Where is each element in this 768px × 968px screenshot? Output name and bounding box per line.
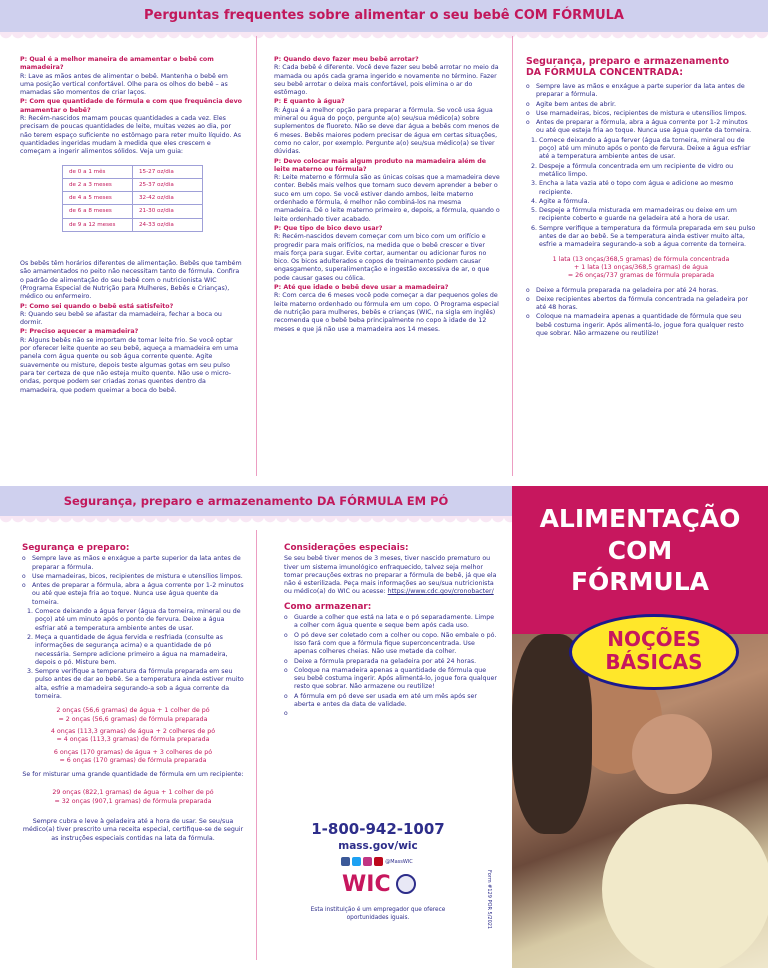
faq-column-2 — [274, 56, 500, 476]
twitter-icon[interactable] — [352, 857, 361, 866]
table-row — [63, 165, 203, 178]
baby-blanket — [602, 804, 768, 968]
list-item: o Antes de preparar a fórmula, abra a água corrente por 1-2 minutos ou até que esteja fria ao toque. Nunca use água quente da torneira. — [22, 582, 244, 607]
special-considerations-heading: Considerações especiais: — [284, 543, 409, 553]
powder-formula-line: 2 onças (56,6 gramas) de água + 1 colher de pó — [56, 707, 210, 715]
social-icons — [290, 857, 466, 866]
bottom-banner-title: Segurança, preparo e armazenamento DA FÓRMULA EM PÓ — [63, 494, 449, 508]
pinterest-icon[interactable] — [374, 857, 383, 866]
wic-logo: WIC — [342, 872, 391, 897]
list-item: 5. Despeje a fórmula misturada em mamadeiras ou deixe em um recipiente coberto e guarde na geladeira até a hora de usar. — [539, 207, 756, 224]
social-handle: @MassWIC — [385, 858, 413, 865]
table-cell: 32-42 oz/dia — [133, 192, 203, 205]
list-item: 1. Comece deixando a água ferver (água da torneira, mineral ou de poço) até um minuto após o ponto de fervura. Deixe a água esfriar até a temperatura ambiente antes de usar. — [35, 608, 244, 633]
list-item: 1. Comece deixando a água ferver (água da torneira, mineral ou de poço) até um minuto após o ponto de fervura. Deixe a água esfriar até a temperatura ambiente antes de usar. — [539, 137, 756, 162]
bottom-wave-decoration — [0, 516, 512, 528]
contact-block — [290, 820, 466, 922]
table-cell: de 9 a 12 meses — [63, 218, 133, 231]
list-item: o Coloque na mamadeira apenas a quantidade de fórmula que seu bebê costuma ingerir. Após alimentá-lo, jogue fora qualquer resto que sobrar. Não armazene ou reutilize! — [526, 313, 756, 338]
faq-answer: R: Recém-nascidos mamam poucas quantidades a cada vez. Eles precisam de poucas quantidades de leite, muitas vezes ao dia, por não terem espaço suficiente no estômago para reter muito líquido. As quantidades ingeridas mudam à medida que eles crescem e começam a ingerir alimentos sólidos. Veja um guia: — [20, 115, 241, 156]
list-item: o Deixe recipientes abertos da fórmula concentrada na geladeira por até 48 horas. — [526, 296, 756, 313]
list-item: o Antes de preparar a fórmula, abra a água corrente por 1-2 minutos ou até que esteja fria ao toque. Nunca use água quente da torneira. — [526, 119, 756, 136]
paragraph-text: Se seu bebê tiver menos de 3 meses, tiver nascido prematuro ou tiver um sistema imunológico enfraquecido, talvez seja melhor tomar precauções extras no preparar a fórmula de bebê, já que ela não é esterilizada. Peça mais informações ao seu/sua nutricionista ou médico(a) do WIC ou acesse: — [284, 555, 497, 596]
powder-formula-line: = 4 onças (113,3 gramas) de fórmula preparada — [56, 736, 210, 744]
special-considerations-text — [284, 555, 498, 596]
faq-question: P: Qual é a melhor maneira de amamentar o bebê com mamadeira? — [20, 56, 214, 72]
concentrated-heading-line1: Segurança, preparo e armazenamento — [526, 56, 730, 67]
powder-steps — [22, 608, 244, 701]
top-banner-title: Perguntas frequentes sobre alimentar o seu bebê COM FÓRMULA — [144, 8, 624, 23]
concentrated-formula-line: 1 lata (13 onças/368,5 gramas) de fórmula concentrada — [552, 255, 730, 263]
table-cell: de 0 a 1 mês — [63, 165, 133, 178]
website-link[interactable]: mass.gov/wic — [338, 840, 418, 852]
badge-line1: NOÇÕES — [607, 627, 701, 651]
cdc-link[interactable]: https://www.cdc.gov/cronobacter/ — [387, 588, 494, 596]
table-row — [63, 205, 203, 218]
table-cell: 24-33 oz/dia — [133, 218, 203, 231]
cover-title-line1: ALIMENTAÇÃO — [539, 504, 741, 533]
table-cell: de 4 a 5 meses — [63, 192, 133, 205]
faq-column-1 — [20, 56, 242, 476]
list-item: o Sempre lave as mãos e enxágue a parte superior da lata antes de preparar a fórmula. — [22, 555, 244, 572]
concentrated-steps — [526, 137, 756, 250]
powder-formula-line: = 32 onças (907,1 gramas) de fórmula preparada — [54, 797, 212, 805]
faq-answer: R: Leite materno e fórmula são as únicas coisas que a mamadeira deve conter. Bebês mais velhos que tomam suco devem aprender a beber o suco em um copo. Se você estiver dando ambos, leite materno ordenhado e fórmula, é melhor não combiná-los na mesma mamadeira. Dê o leite materno primeiro e, depois, a fórmula, quando o leite ordenhado tiver acabado. — [274, 174, 500, 223]
form-number: Form #129 POR 5/2021 — [486, 870, 492, 930]
faq-question: P: Como sei quando o bebê está satisfeito? — [20, 302, 174, 310]
faq-question: P: Devo colocar mais algum produto na mamadeira além de leite materno ou fórmula? — [274, 157, 487, 173]
basics-badge — [569, 614, 739, 690]
column-divider-2 — [512, 36, 513, 476]
wic-logo-row — [290, 872, 466, 898]
faq-answer: R: Quando seu bebê se afastar da mamadeira, fechar a boca ou dormir. — [20, 310, 222, 327]
faq-answer: R: Alguns bebês não se importam de tomar leite frio. Se você optar por oferecer leite quente ao seu bebê, aqueça a mamadeira em uma panela com água quente ou sob água corrente quente. Agite suavemente ou misture, depois teste algumas gotas em seu pulso para ter certeza de que não esteja muito quente. Não use o micro-ondas, porque podem ser criadas zonas quentes dentro da mamadeira, que podem queimar a boca do bebê. — [20, 336, 239, 394]
faq-answer: R: Cada bebê é diferente. Você deve fazer seu bebê arrotar no meio da mamada ou após cada grama ingerido e novamente no término. Fazer seu bebê arrotar o deixa mais confortável, pois elimina o ar do estômago. — [274, 64, 499, 97]
list-item: o Deixe a fórmula preparada na geladeira por até 24 horas. — [284, 658, 498, 666]
top-wave-decoration — [0, 32, 768, 44]
faq-answer: R: Recém-nascidos devem começar com um bico com um orifício e progredir para mais orifícios, na medida que o bebê crescer e tiver mais força para sugar. Evite cortar, aumentar ou adicionar furos no bico. Os bicos adulterados e copos de treinamento podem causar engasgamento, superalimentação e ingestão excessiva de ar, o que pode causar gases ou cólica. — [274, 233, 490, 282]
faq-answer: R: Lave as mãos antes de alimentar o bebê. Mantenha o bebê em uma posição vertical confortável. Olhe para os olhos do bebê – as mamadas são momentos de criar laços. — [20, 72, 228, 97]
list-item: 4. Agite a fórmula. — [539, 198, 756, 206]
list-item: o Guarde a colher que está na lata e o pó separadamente. Limpe a colher com água quente e seque bem após cada uso. — [284, 614, 498, 631]
column-divider-3 — [256, 530, 257, 960]
list-item: o Deixe a fórmula preparada na geladeira por até 24 horas. — [526, 287, 756, 295]
powder-formula-line: 29 onças (822,1 gramas) de água + 1 colher de pó — [52, 789, 214, 797]
list-item: o Agite bem antes de abrir. — [526, 101, 756, 109]
powder-formula-line: = 2 onças (56,6 gramas) de fórmula preparada — [58, 715, 208, 723]
powder-formula-line: 4 onças (113,3 gramas) de água + 2 colheres de pó — [50, 727, 216, 735]
concentrated-heading-line2: DA FÓRMULA CONCENTRADA: — [526, 67, 683, 78]
faq-paragraph: Os bebês têm horários diferentes de alimentação. Bebês que também são amamentados no peito não necessitam tanto de fórmula. Confira o padrão de alimentação do seu bebê com o nutricionista WIC (Programa Especial de Nutrição para Mulheres, Bebês e Crianças), médico ou enfermeiro. — [20, 260, 242, 301]
concentrated-formula-column — [526, 56, 756, 476]
concentrated-formula-line: = 26 onças/737 gramas de fórmula preparada — [567, 272, 715, 280]
state-seal-icon — [396, 874, 416, 894]
table-cell: de 6 a 8 meses — [63, 205, 133, 218]
faq-question: P: Quando devo fazer meu bebê arrotar? — [274, 56, 419, 63]
table-cell: 25-37 oz/dia — [133, 178, 203, 191]
equal-opportunity-note: Esta instituição é um empregador que oferece oportunidades iguais. — [310, 907, 446, 921]
facebook-icon[interactable] — [341, 857, 350, 866]
list-item: 2. Meça a quantidade de água fervida e resfriada (consulte as informações de segurança acima) e a quantidade de pó necessária. Sempre adicione primeiro a água na mamadeira, depois o pó. Misture bem. — [35, 634, 244, 667]
table-cell: de 2 a 3 meses — [63, 178, 133, 191]
list-item: o Use mamadeiras, bicos, recipientes de mistura e utensílios limpos. — [22, 573, 244, 581]
instagram-icon[interactable] — [363, 857, 372, 866]
list-item: o A fórmula em pó deve ser usada em até um mês após ser aberta e antes da data de validade. — [284, 693, 498, 710]
bottom-banner — [0, 486, 512, 516]
badge-line2: BÁSICAS — [605, 650, 703, 674]
age-volume-table — [62, 165, 203, 232]
table-row — [63, 178, 203, 191]
large-batch-note: Se for misturar uma grande quantidade de fórmula em um recipiente: — [22, 771, 244, 779]
faq-answer: R: Com cerca de 6 meses você pode começar a dar pequenos goles de leite materno ordenhado ou fórmula em um copo. O Programa especial de nutrição para mulheres, bebês e crianças (WIC, na sigla em inglês) recomenda que o bebê beba principalmente no copo à idade de 12 meses e que já não use a mamadeira aos 14 meses. — [274, 292, 499, 333]
list-item: o Sempre lave as mãos e enxágue a parte superior da lata antes de preparar a fórmula. — [526, 83, 756, 100]
list-item: 6. Sempre verifique a temperatura da fórmula preparada em seu pulso antes de dar ao bebê. Se a temperatura ainda estiver muito alta, esfrie a mamadeira segurando-a sob a água corrente da torneira. — [539, 225, 756, 250]
faq-question: P: Que tipo de bico devo usar? — [274, 224, 383, 232]
list-item: 2. Despeje a fórmula concentrada em um recipiente de vidro ou metálico limpo. — [539, 163, 756, 180]
safety-heading: Segurança e preparo: — [22, 543, 130, 553]
footer-note: Sempre cubra e leve à geladeira até a hora de usar. Se seu/sua médico(a) tiver prescrito uma receita especial, certifique-se de seguir as instruções especiais contidas na lata da fórmula. — [22, 818, 244, 842]
concentrated-bullets-2 — [526, 287, 756, 339]
phone-number[interactable]: 1-800-942-1007 — [311, 820, 445, 838]
list-item: o Use mamadeiras, bicos, recipientes de mistura e utensílios limpos. — [526, 110, 756, 118]
list-item: 3. Sempre verifique a temperatura da fórmula preparada em seu pulso antes de dar ao bebê. Se a temperatura ainda estiver muito alta, esfrie a mamadeira segurando-a sob a água corrente da torneira. — [35, 668, 244, 701]
faq-question: P: Até que idade o bebê deve usar a mamadeira? — [274, 284, 449, 292]
list-item: o Coloque na mamadeira apenas a quantidade de fórmula que seu bebê costuma ingerir. Após alimentá-lo, jogue fora qualquer resto que sobrar. Não armazene ou reutilize! — [284, 667, 498, 692]
powder-formula-line: 6 onças (170 gramas) de água + 3 colheres de pó — [53, 748, 213, 756]
powder-formula-line: = 6 onças (170 gramas) de fórmula preparada — [59, 756, 207, 764]
cover-title-line2: COM — [607, 536, 673, 565]
powder-safety-column — [22, 540, 244, 960]
concentrated-bullets-1 — [526, 83, 756, 136]
concentrated-formula-line: + 1 lata (13 onças/368,5 gramas) de água — [573, 263, 709, 271]
table-cell: 21-30 oz/dia — [133, 205, 203, 218]
table-row — [63, 218, 203, 231]
faq-question: P: Com que quantidade de fórmula e com que frequência devo amamentar o bebê? — [20, 98, 242, 114]
faq-question: P: E quanto à água? — [274, 98, 345, 106]
storage-heading: Como armazenar: — [284, 601, 372, 612]
list-item: 3. Encha a lata vazia até o topo com água e adicione ao mesmo recipiente. — [539, 180, 756, 197]
cover-title-line3: FÓRMULA — [570, 567, 710, 596]
table-row — [63, 192, 203, 205]
list-item: o O pó deve ser coletado com a colher ou copo. Não embale o pó. Isso fará com que a fórmula fique superconcentrada. Use apenas colheres cheias. Não use metade da colher. — [284, 632, 498, 657]
storage-bullets — [284, 614, 498, 709]
cover-panel — [512, 486, 768, 968]
top-banner — [0, 0, 768, 32]
table-cell: 15-27 oz/dia — [133, 165, 203, 178]
column-divider-1 — [256, 36, 257, 476]
faq-answer: R: Água é a melhor opção para preparar a fórmula. Se você usa água mineral ou água do poço, pergunte a(o) seu/sua médico(a) sobre suplementos de fluoreto. Não se deve dar água a bebês com menos de 6 meses. Bebês maiores podem precisar de água em certas situações, como no calor, por exemplo. Pergunte a(o) seu/sua médico(a) se tiver dúvidas. — [274, 106, 500, 156]
baby-head — [632, 714, 712, 794]
powder-bullets — [22, 555, 244, 607]
faq-question: P: Preciso aquecer a mamadeira? — [20, 328, 139, 336]
